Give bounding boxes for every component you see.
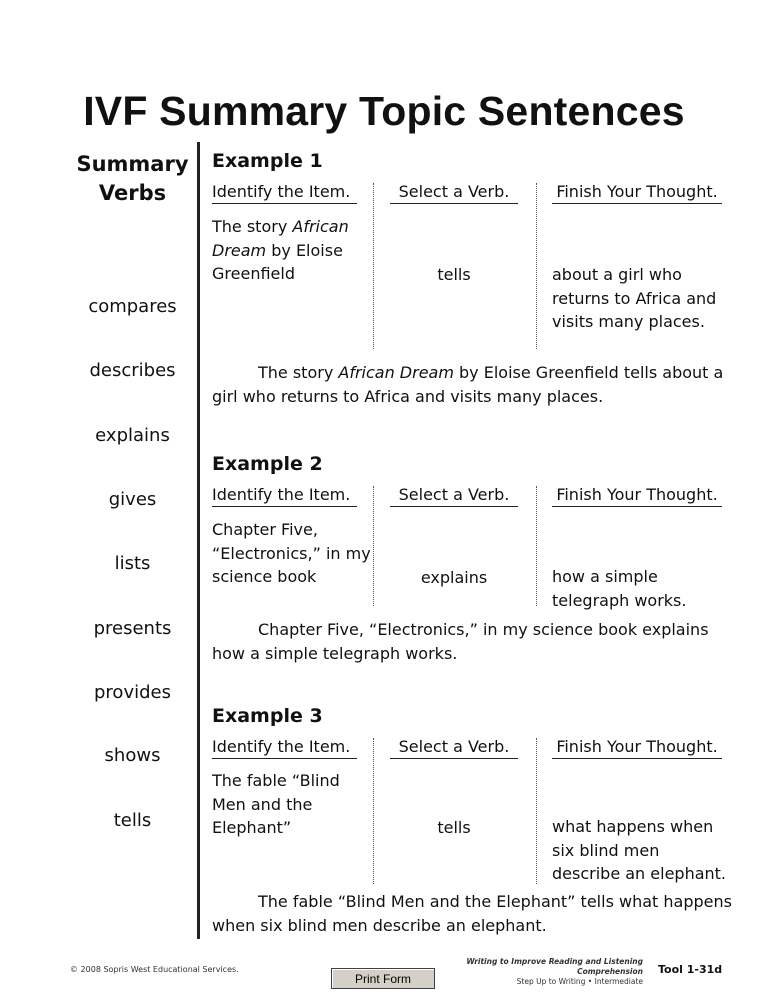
example-1-verb: tells — [437, 265, 471, 284]
verb-shows: shows — [104, 745, 161, 766]
dotted-divider — [536, 738, 537, 884]
column-divider — [197, 142, 200, 939]
example-3-thought: what happens when six blind men describe an elephant. — [552, 817, 727, 883]
tool-number: Tool 1-31d — [658, 963, 723, 976]
example-3-sentence: The fable “Blind Men and the Elephant” tells what happens when six blind men describe an elephant. — [212, 892, 732, 935]
example-3-item: The fable “Blind Men and the Elephant” — [212, 771, 340, 837]
example-2-title: Example 2 — [212, 453, 323, 475]
example-3-header-finish: Finish Your Thought. — [552, 737, 722, 759]
dotted-divider — [373, 486, 374, 606]
example-2-header-finish: Finish Your Thought. — [552, 485, 722, 507]
example-3-title: Example 3 — [212, 705, 323, 727]
example-2-thought: how a simple telegraph works. — [552, 567, 687, 610]
series-subtitle: Step Up to Writing • Intermediate — [516, 977, 643, 986]
heading-line-2: Verbs — [98, 181, 167, 205]
example-2-header-select: Select a Verb. — [390, 485, 518, 507]
example-2-sentence: Chapter Five, “Electronics,” in my science book explains how a simple telegraph works. — [212, 620, 709, 663]
verb-describes: describes — [89, 360, 176, 381]
series-title: Writing to Improve Reading and Listening Comprehension — [466, 957, 643, 976]
series-info — [400, 957, 643, 987]
verb-tells: tells — [113, 810, 152, 831]
summary-verbs-heading — [70, 150, 195, 208]
example-1-item: The story African Dream by Eloise Greenfield — [212, 217, 349, 283]
verb-provides: provides — [94, 682, 171, 703]
verb-presents: presents — [93, 618, 172, 639]
example-3-header-select: Select a Verb. — [390, 737, 518, 759]
verb-lists: lists — [114, 553, 151, 574]
example-1-header-select: Select a Verb. — [390, 182, 518, 204]
verb-explains: explains — [95, 425, 170, 446]
copyright: © 2008 Sopris West Educational Services. — [70, 965, 239, 974]
example-3-verb: tells — [437, 818, 471, 837]
page-title: IVF Summary Topic Sentences — [83, 88, 685, 134]
example-2-header-identify: Identify the Item. — [212, 485, 357, 507]
example-2-item: Chapter Five, “Electronics,” in my science book — [212, 520, 371, 586]
example-3-header-identify: Identify the Item. — [212, 737, 357, 759]
verb-compares: compares — [88, 296, 177, 317]
dotted-divider — [373, 183, 374, 349]
example-1-title: Example 1 — [212, 150, 323, 172]
example-1-header-identify: Identify the Item. — [212, 182, 357, 204]
verb-gives: gives — [108, 489, 157, 510]
heading-line-1: Summary — [76, 152, 189, 176]
example-1-header-finish: Finish Your Thought. — [552, 182, 722, 204]
dotted-divider — [536, 183, 537, 349]
dotted-divider — [536, 486, 537, 606]
print-form-button[interactable]: Print Form — [331, 968, 435, 989]
example-2-verb: explains — [420, 568, 488, 587]
dotted-divider — [373, 738, 374, 884]
example-1-sentence: The story African Dream by Eloise Greenfield tells about a girl who returns to Africa and visits many places. — [212, 363, 724, 406]
example-1-thought: about a girl who returns to Africa and visits many places. — [552, 265, 717, 331]
